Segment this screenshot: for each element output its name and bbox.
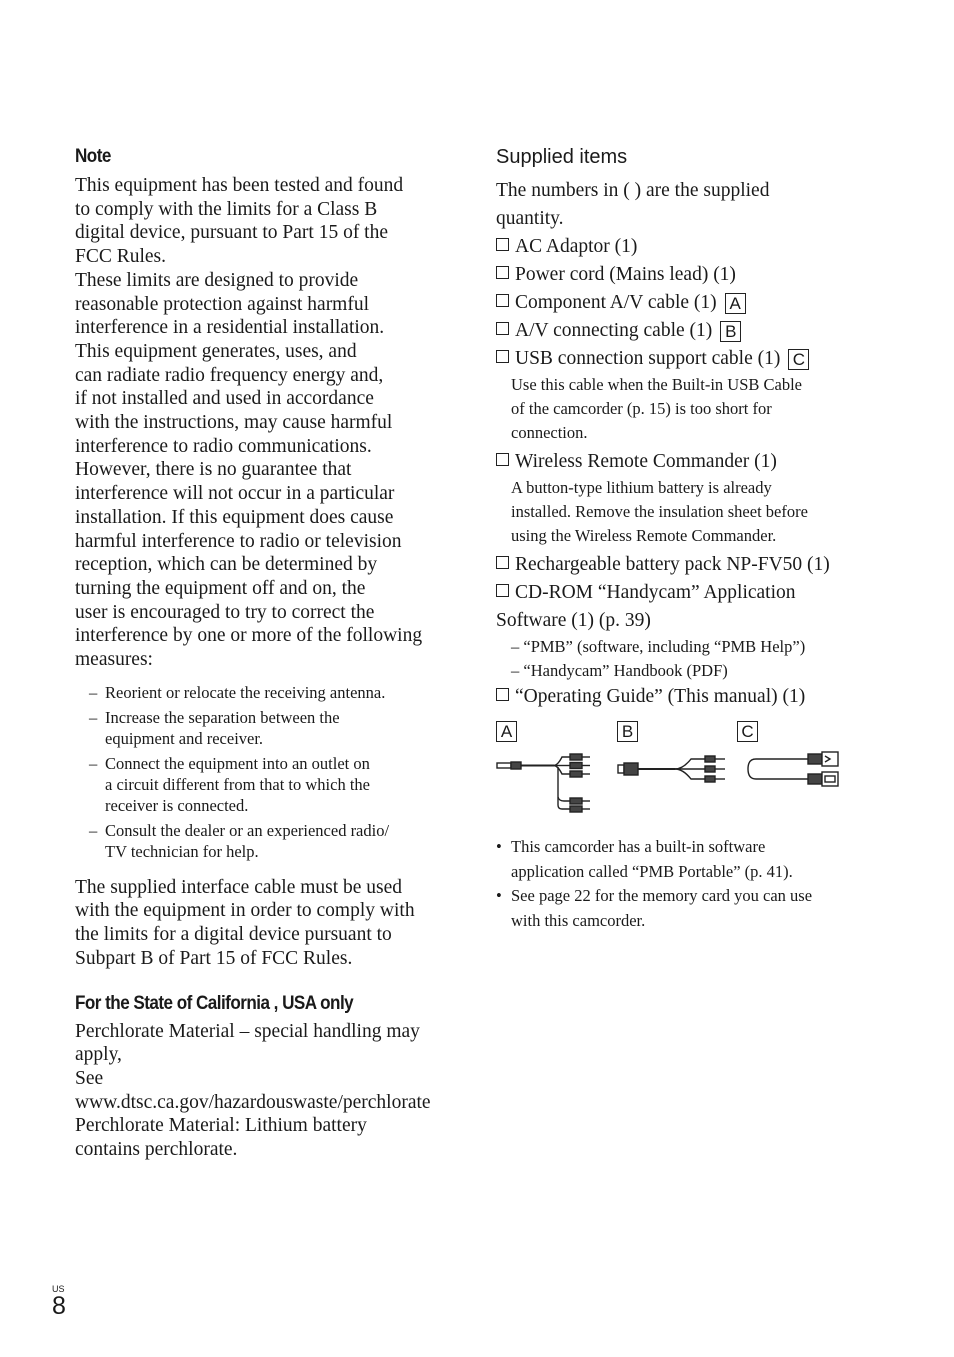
label-c-box: C bbox=[788, 349, 809, 370]
usb-note: connection. bbox=[511, 423, 588, 442]
fcc-notice-paragraph: This equipment has been tested and found to comply with the limits for a Class B digital device, pursuant to Part 15 of the FCC Rules. These limits are designed to provide reasonable protection against harmful interference in a residential installation. This equipment generates, uses, and can radiate radio frequency energy and, if not installed and used in accordance with the instructions, may cause harmful interference to radio communications. However, there is no guarantee that interference will not occur in a particular installation. If this equipment does cause harmful interference to radio or television reception, which can be determined by turning the equipment off and on, the user is encouraged to try to correct the interference by one or more of the following measures: bbox=[75, 175, 423, 671]
remote-note: installed. Remove the insulation sheet before bbox=[511, 502, 808, 521]
list-item: – Reorient or relocate the receiving antenna. bbox=[89, 682, 450, 703]
list-item: – Consult the dealer or an experienced radio/ TV technician for help. bbox=[89, 820, 450, 862]
left-column bbox=[75, 146, 450, 1162]
measures-list bbox=[75, 682, 450, 862]
checkbox-icon bbox=[496, 350, 509, 363]
page-number bbox=[52, 1284, 66, 1321]
label-a-box: A bbox=[725, 293, 746, 314]
notes-bullet-list bbox=[496, 835, 866, 933]
list-item: – Connect the equipment into an outlet on a circuit different from that to which the receiver is connected. bbox=[89, 753, 450, 816]
usb-support-cable-illustration bbox=[746, 749, 842, 793]
diagram-label-a: A bbox=[496, 721, 517, 742]
intro-line: The numbers in ( ) are the supplied bbox=[496, 180, 770, 201]
intro-line: quantity. bbox=[496, 208, 564, 229]
item-remote-commander: Wireless Remote Commander (1) bbox=[496, 448, 866, 476]
cdrom-sub-item: – “Handycam” Handbook (PDF) bbox=[511, 661, 728, 680]
list-item: – Increase the separation between the equipment and receiver. bbox=[89, 707, 450, 749]
checkbox-icon bbox=[496, 322, 509, 335]
region-code: US bbox=[52, 1284, 65, 1294]
cdrom-sub-item: – “PMB” (software, including “PMB Help”) bbox=[511, 637, 806, 656]
item-cdrom-line2: Software (1) (p. 39) bbox=[496, 610, 651, 631]
item-power-cord: Power cord (Mains lead) (1) bbox=[496, 261, 866, 289]
checkbox-icon bbox=[496, 688, 509, 701]
item-battery-pack: Rechargeable battery pack NP-FV50 (1) bbox=[496, 551, 866, 579]
checkbox-icon bbox=[496, 266, 509, 279]
supplied-items-heading: Supplied items bbox=[496, 146, 628, 168]
note-heading: Note bbox=[75, 146, 111, 167]
checkbox-icon bbox=[496, 584, 509, 597]
remote-note: using the Wireless Remote Commander. bbox=[511, 526, 777, 545]
label-b-box: B bbox=[720, 321, 741, 342]
page-number-value: 8 bbox=[52, 1292, 66, 1320]
diagram-label-c: C bbox=[737, 721, 758, 742]
item-ac-adaptor: AC Adaptor (1) bbox=[496, 233, 866, 261]
interface-cable-paragraph: The supplied interface cable must be used with the equipment in order to comply with the limits for a digital device pursuant to Subpart B of Part 15 of FCC Rules. bbox=[75, 876, 415, 969]
component-av-cable-illustration bbox=[496, 747, 596, 813]
list-item: • See page 22 for the memory card you can use with this camcorder. bbox=[496, 884, 866, 933]
item-usb-support-cable: USB connection support cable (1) C bbox=[496, 345, 866, 373]
diagram-label-b: B bbox=[617, 721, 638, 742]
checkbox-icon bbox=[496, 453, 509, 466]
right-column bbox=[496, 146, 866, 933]
cable-illustrations bbox=[496, 721, 866, 821]
item-av-connecting-cable: A/V connecting cable (1) B bbox=[496, 317, 866, 345]
california-heading: For the State of California , USA only bbox=[75, 992, 354, 1014]
item-component-av-cable: Component A/V cable (1) A bbox=[496, 289, 866, 317]
remote-note: A button-type lithium battery is already bbox=[511, 478, 772, 497]
perchlorate-url: www.dtsc.ca.gov/hazardouswaste/perchlorate bbox=[75, 1091, 431, 1113]
perchlorate-paragraph: Perchlorate Material – special handling may apply, See www.dtsc.ca.gov/hazardouswaste/perchlorate Perchlorate Material: Lithium battery contains perchlorate. bbox=[75, 1020, 450, 1162]
checkbox-icon bbox=[496, 556, 509, 569]
usb-note: Use this cable when the Built-in USB Cable bbox=[511, 375, 802, 394]
item-cdrom: CD-ROM “Handycam” Application bbox=[496, 579, 866, 607]
item-operating-guide: “Operating Guide” (This manual) (1) bbox=[496, 683, 866, 711]
usb-note: of the camcorder (p. 15) is too short for bbox=[511, 399, 772, 418]
checkbox-icon bbox=[496, 294, 509, 307]
checkbox-icon bbox=[496, 238, 509, 251]
list-item: • This camcorder has a built-in software application called “PMB Portable” (p. 41). bbox=[496, 835, 866, 884]
av-connecting-cable-illustration bbox=[617, 753, 729, 787]
